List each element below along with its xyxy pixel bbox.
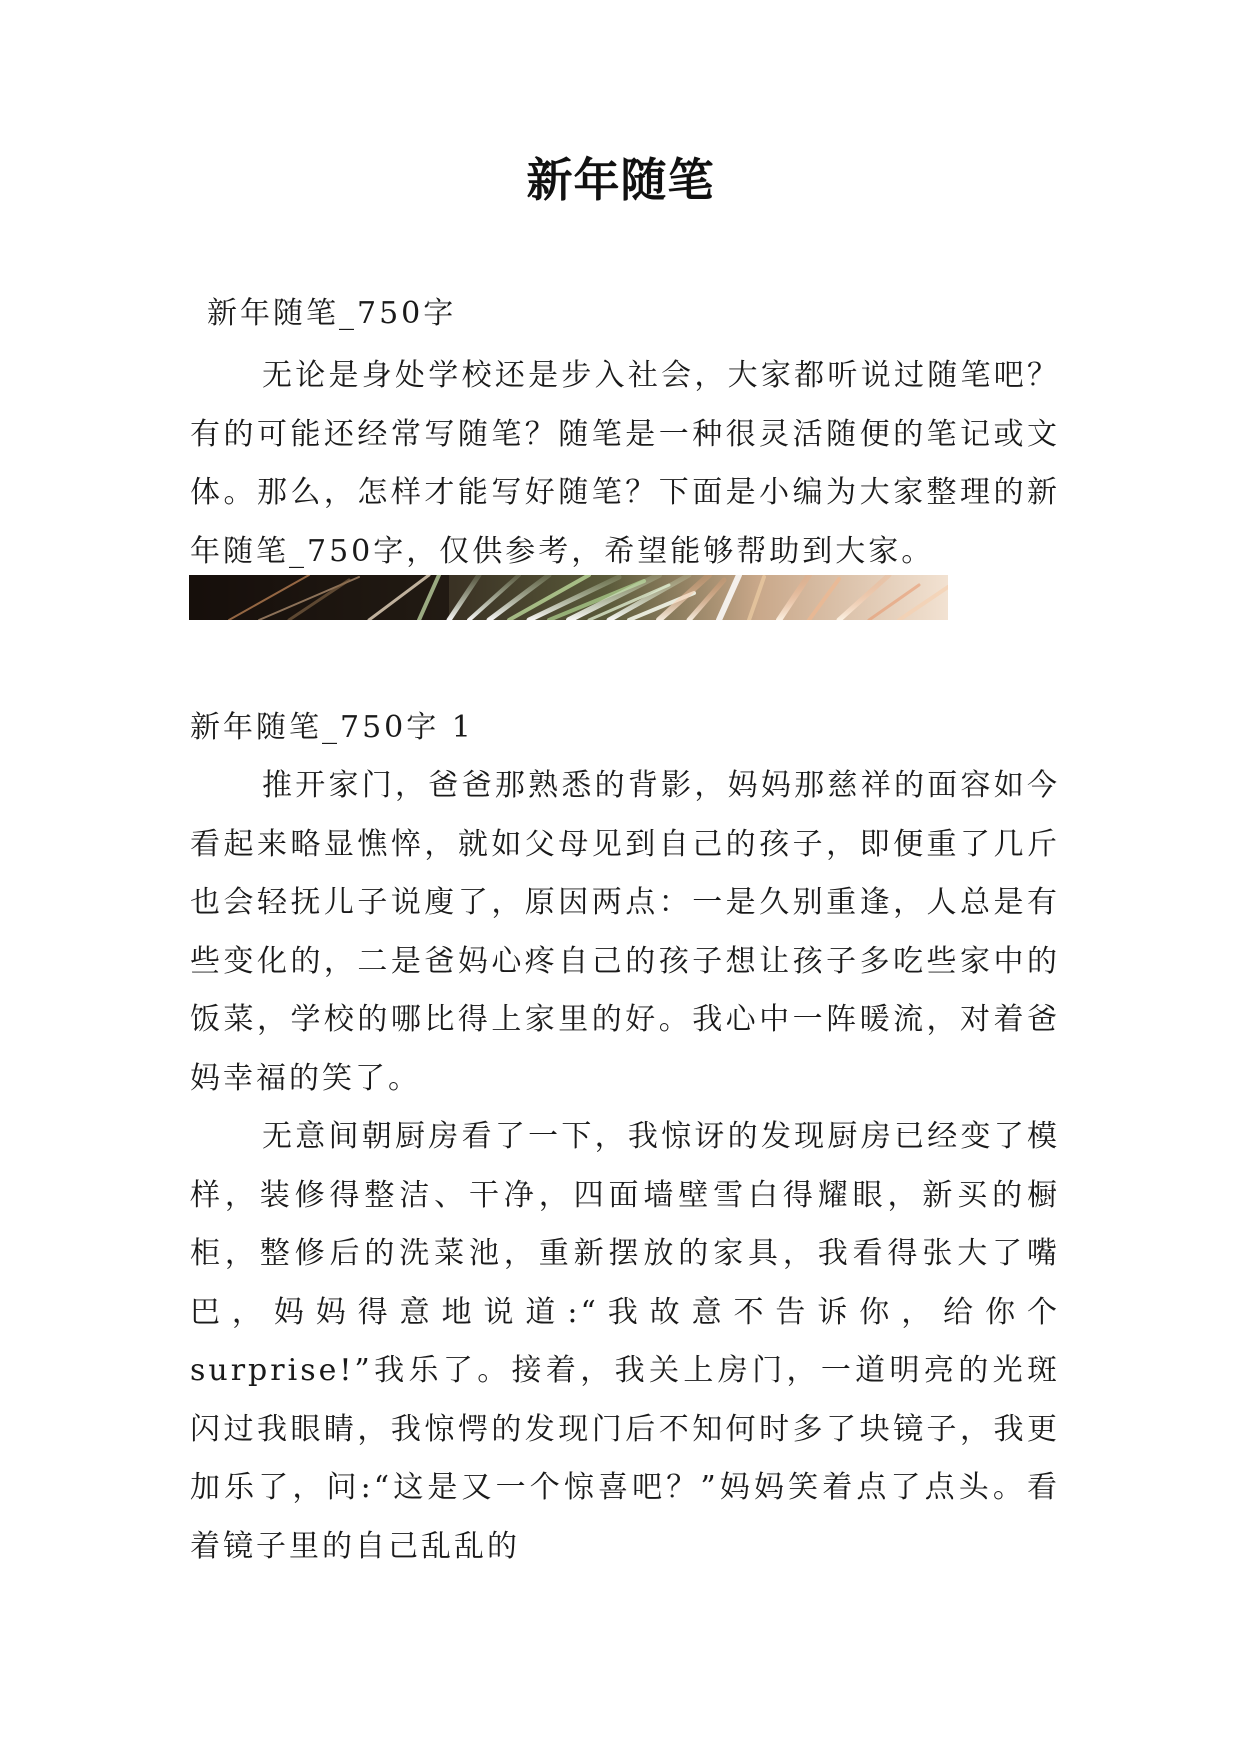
intro-paragraph: 无论是身处学校还是步入社会，大家都听说过随笔吧？有的可能还经常写随笔？随笔是一种很灵活随便的笔记或文体。那么，怎样才能写好随笔？下面是小编为大家整理的新年随笔_750字，仅供参考，希望能够帮助到大家。	[190, 358, 1060, 569]
article-subtitle: 新年随笔_750字	[207, 296, 457, 331]
article-body	[190, 757, 1060, 1576]
body-paragraph: 推开家门，爸爸那熟悉的背影，妈妈那慈祥的面容如今看起来略显憔悴，就如父母见到自己的孩子，即便重了几斤也会轻抚儿子说廋了，原因两点：一是久别重逢，人总是有些变化的，二是爸妈心疼自己的孩子想让孩子多吃些家中的饭菜，学校的哪比得上家里的好。我心中一阵暖流，对着爸妈幸福的笑了。	[190, 768, 1060, 1096]
page-title: 新年随笔	[526, 153, 715, 207]
body-paragraph: 无意间朝厨房看了一下，我惊讶的发现厨房已经变了模样，装修得整洁、干净，四面墙壁雪白得耀眼，新买的橱柜，整修后的洗菜池，重新摆放的家具，我看得张大了嘴巴，妈妈得意地说道:“我故意不告诉你，给你个surprise!”我乐了。接着，我关上房门，一道明亮的光斑闪过我眼睛，我惊愕的发现门后不知何时多了块镜子，我更加乐了，问:“这是又一个惊喜吧？”妈妈笑着点了点头。看着镜子里的自己乱乱的	[190, 1119, 1060, 1564]
fireworks-banner-image	[189, 575, 948, 620]
intro-block	[190, 347, 1060, 581]
section-heading: 新年随笔_750字 1	[190, 710, 474, 745]
